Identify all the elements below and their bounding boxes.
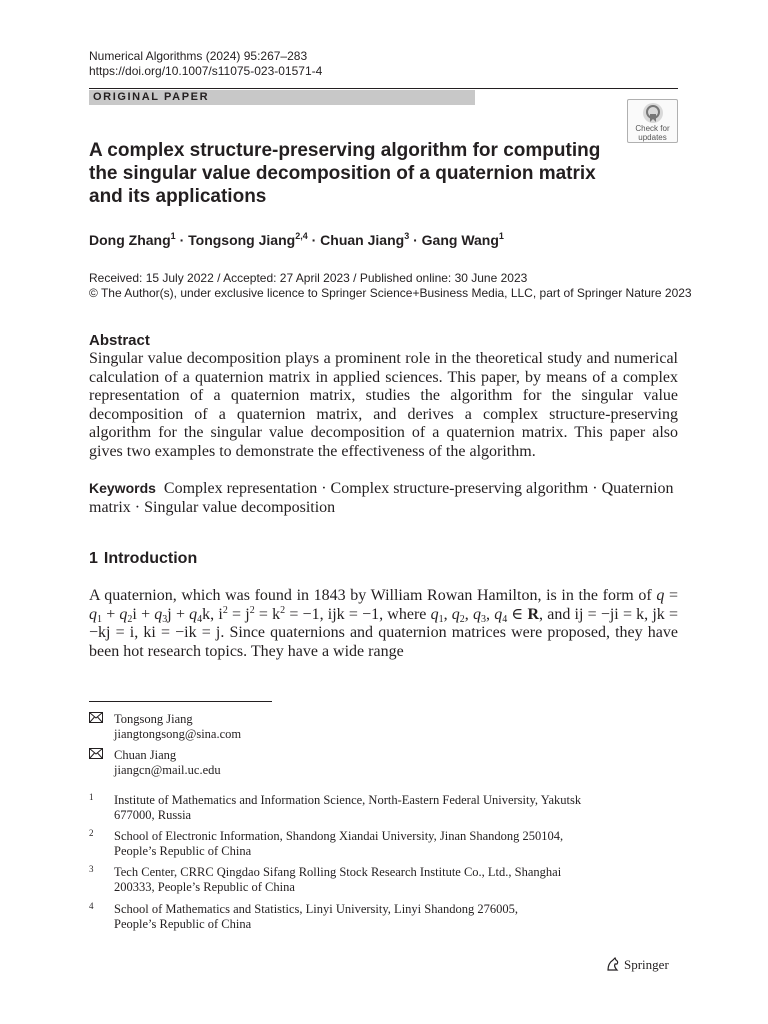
contact-name: Chuan Jiang xyxy=(114,748,177,762)
author-name[interactable]: Chuan Jiang xyxy=(320,232,405,248)
affiliation-number: 1 xyxy=(89,792,94,802)
envelope-icon xyxy=(89,748,109,763)
journal-citation: Numerical Algorithms (2024) 95:267–283 xyxy=(89,49,308,63)
author-affiliation-mark[interactable]: 3 xyxy=(404,231,410,241)
author-affiliation-mark[interactable]: 2,4 xyxy=(295,231,308,241)
author-affiliation-mark[interactable]: 1 xyxy=(498,231,504,241)
keywords-label: Keywords xyxy=(89,480,156,496)
affiliation-line: School of Mathematics and Statistics, Linyi University, Linyi Shandong 276005, xyxy=(114,902,519,916)
author-separator: · xyxy=(179,232,189,248)
author-name[interactable]: Dong Zhang xyxy=(89,232,171,248)
section-number: 1 xyxy=(89,550,98,567)
author-affiliation-mark[interactable]: 1 xyxy=(170,231,176,241)
affiliation-line: 200333, People’s Republic of China xyxy=(114,880,295,894)
copyright-notice: © The Author(s), under exclusive licence to Springer Science+Business Media, LLC, part of Springer Nature 2023 xyxy=(89,286,692,300)
paper-type-label: ORIGINAL PAPER xyxy=(89,90,475,105)
corresponding-author-contact xyxy=(89,748,678,778)
doi-link[interactable]: https://doi.org/10.1007/s11075-023-01571-4 xyxy=(89,64,323,78)
affiliation-line: School of Electronic Information, Shandong Xiandai University, Jinan Shandong 250104, xyxy=(114,829,564,843)
keywords xyxy=(89,479,678,517)
check-updates-line-2: updates xyxy=(638,133,667,142)
check-updates-line-1: Check for xyxy=(635,124,670,133)
affiliation-footnote xyxy=(89,829,678,859)
keywords-list: Complex representation · Complex structure-preserving algorithm · Quaternion matrix · Singular value decomposition xyxy=(89,480,674,516)
check-for-updates-badge[interactable] xyxy=(627,99,678,143)
affiliation-line: Tech Center, CRRC Qingdao Sifang Rolling Stock Research Institute Co., Ltd., Shanghai xyxy=(114,865,562,879)
author-separator: · xyxy=(413,232,422,248)
footnote-rule xyxy=(89,701,272,702)
author-name[interactable]: Tongsong Jiang xyxy=(188,232,296,248)
affiliation-line: 677000, Russia xyxy=(114,808,192,822)
publisher-logo xyxy=(605,956,669,973)
section-title: Introduction xyxy=(103,550,198,567)
bookmark-ribbon-icon xyxy=(642,102,664,124)
affiliation-line: People’s Republic of China xyxy=(114,917,252,931)
author-separator: · xyxy=(311,232,321,248)
section-heading xyxy=(89,549,197,569)
author-name[interactable]: Gang Wang xyxy=(421,232,499,248)
affiliation-line: People’s Republic of China xyxy=(114,844,252,858)
affiliation-footnote xyxy=(89,865,678,895)
envelope-icon xyxy=(89,712,109,727)
author-list xyxy=(89,231,504,249)
publisher-name: Springer xyxy=(624,957,669,972)
paper-title: A complex structure-preserving algorithm for computing the singular value decomposition of a quaternion matrix and its applications xyxy=(89,140,601,207)
affiliation-line: Institute of Mathematics and Information Science, North-Eastern Federal University, Yakutsk xyxy=(114,793,582,807)
affiliation-number: 3 xyxy=(89,864,94,874)
affiliation-footnote xyxy=(89,902,678,932)
affiliation-number: 2 xyxy=(89,828,94,838)
contact-email[interactable]: jiangcn@mail.uc.edu xyxy=(114,763,221,777)
abstract-text: Singular value decomposition plays a prominent role in the theoretical study and numerical calculation of a quaternion matrix in applied sciences. This paper, by means of a complex representation of a quaternion matrix, studies the algorithm for the singular value decomposition of a quaternion matrix, and derives a complex structure-preserving algorithm for the singular value decomposition of a quaternion matrix. This paper also gives two examples to demonstrate the effectiveness of the algorithm. xyxy=(89,350,678,460)
contact-email[interactable]: jiangtongsong@sina.com xyxy=(114,727,242,741)
corresponding-author-contact xyxy=(89,712,678,742)
springer-horse-icon xyxy=(605,956,621,972)
affiliation-footnote xyxy=(89,793,678,823)
affiliation-number: 4 xyxy=(89,901,94,911)
contact-name: Tongsong Jiang xyxy=(114,712,193,726)
header-rule xyxy=(89,88,678,89)
abstract-heading: Abstract xyxy=(89,332,150,349)
publication-dates: Received: 15 July 2022 / Accepted: 27 April 2023 / Published online: 30 June 2023 xyxy=(89,271,528,285)
introduction-paragraph: A quaternion, which was found in 1843 by William Rowan Hamilton, is in the form of $q = q_1 + q_2i + q_3j + q_4k$, $i^2 = j^2 = k^2 = -1$, ijk = −1, where $q_1$, $q_2$, $q_3$, $q_4$ ∈ R, and ij = −ji = k, jk = −kj = i, ki = −ik = j. Since quaternions and quaternion matrices were proposed, they have been hot research topics. They have a wide range xyxy=(89,587,679,660)
